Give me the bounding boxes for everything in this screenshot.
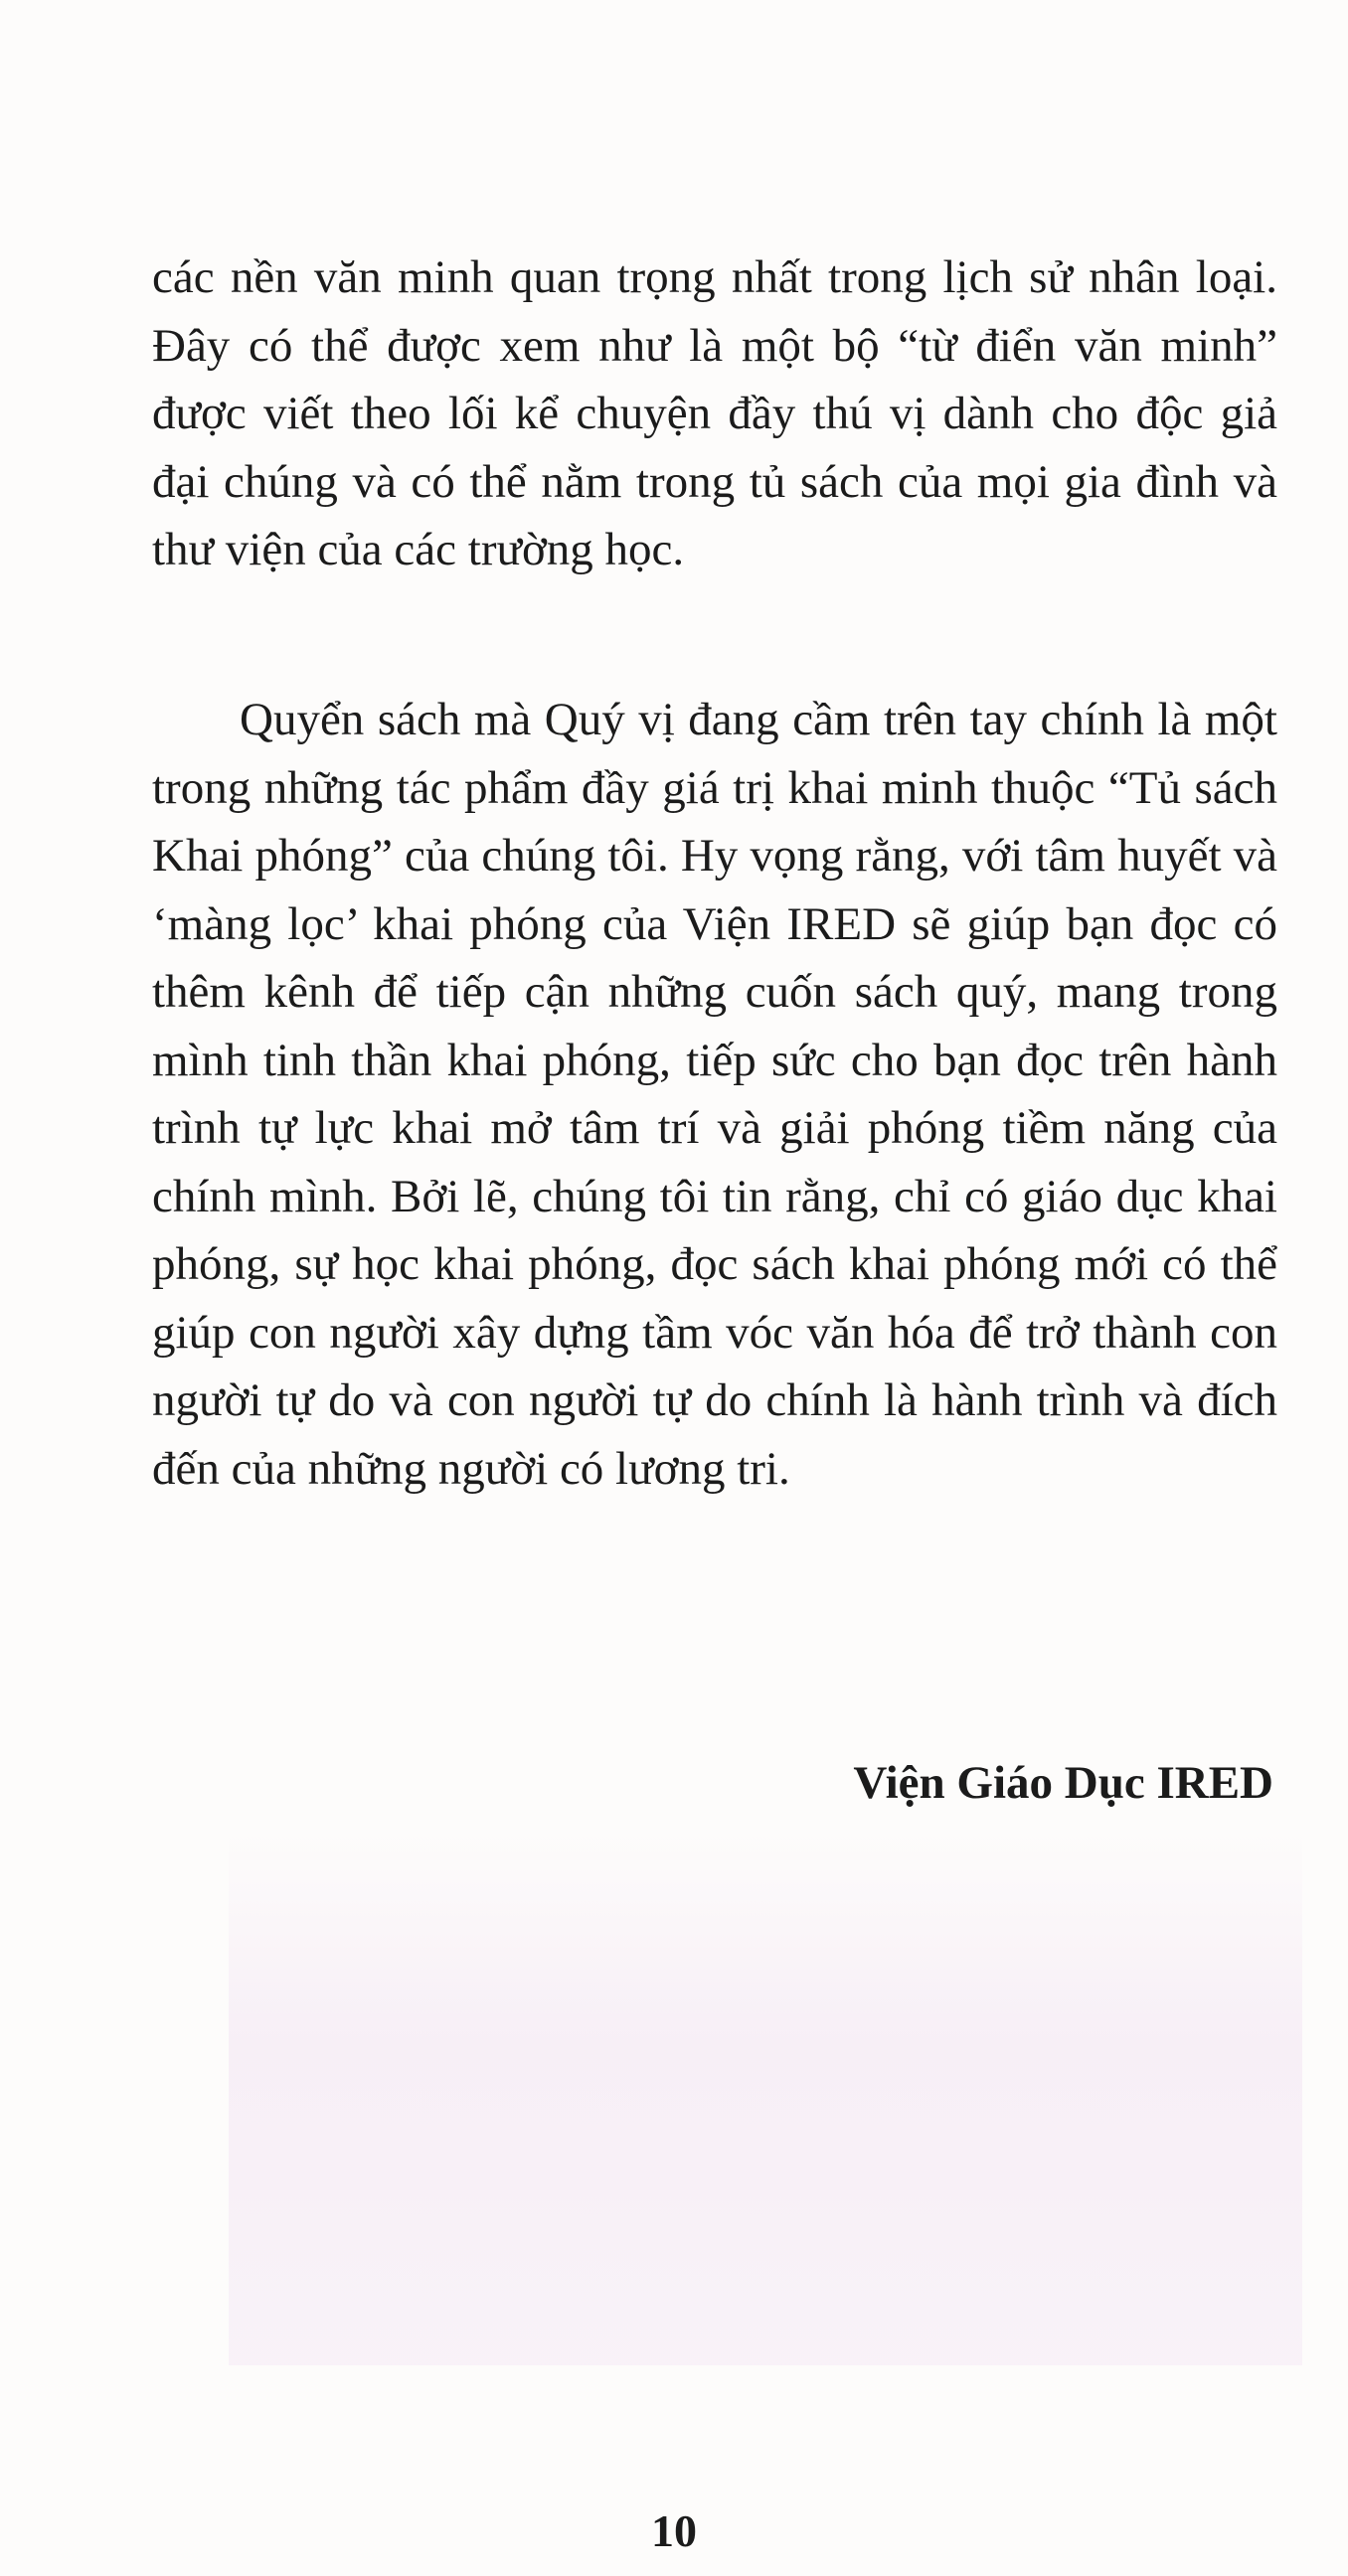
signature: Viện Giáo Dục IRED (853, 1757, 1273, 1809)
paragraph-main: Quyển sách mà Quý vị đang cầm trên tay chính là một trong những tác phẩm đầy giá trị khai minh thuộc “Tủ sách Khai phóng” của chúng tôi. Hy vọng rằng, với tâm huyết và ‘màng lọc’ khai phóng của Viện IRED sẽ giúp bạn đọc có thêm kênh để tiếp cận những cuốn sách quý, mang trong mình tinh thần khai phóng, tiếp sức cho bạn đọc trên hành trình tự lực khai mở tâm trí và giải phóng tiềm năng của chính mình. Bởi lẽ, chúng tôi tin rằng, chỉ có giáo dục khai phóng, sự học khai phóng, đọc sách khai phóng mới có thể giúp con người xây dựng tầm vóc văn hóa để trở thành con người tự do và con người tự do chính là hành trình và đích đến của những người có lương tri. (152, 694, 1277, 1495)
paragraph-intro: các nền văn minh quan trọng nhất trong lịch sử nhân loại. Đây có thể được xem như là một bộ “từ điển văn minh” được viết theo lối kể chuyện đầy thú vị dành cho độc giả đại chúng và có thể nằm trong tủ sách của mọi gia đình và thư viện của các trường học. (152, 251, 1277, 575)
show-through-tint (229, 1829, 1302, 2365)
page-number: 10 (651, 2505, 697, 2556)
